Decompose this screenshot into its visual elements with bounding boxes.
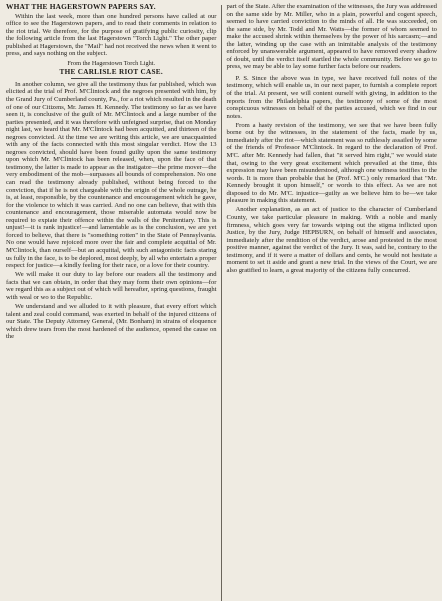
body-paragraph: part of the State. After the examination of the witnesses, the Jury was addressed on the same side by Mr. Miller, who in a plain, powerful and cogent speech, seemed to have carried conviction to the minds of all. He was succeeded, on the same side, by Mr. Todd and Mr. Watts—the former of whom seemed to make the accused shrink within themselves by the power of his sarcasm;—and the latter, winding up the case with an inimitable analysis of the testimony enforced by unanswerable argument, appeared to have removed every shadow of doubt, until the verdict itself startled the whole community. Before we go to press, we may be able to lay some further facts before our readers. — [226, 3, 437, 71]
heading-underline — [71, 78, 151, 79]
body-paragraph: In another column, we give all the testimony thus far published, which was elicited at the trial of Prof. M'Clintock and the negroes presented with him, by the Grand Jury of Cumberland county, Pa., for a riot which resulted in the death of one of our Citizens, Mr. James H. Kennedy. The testimony so far as we have seen it, is conclusive of the guilt of Mr. M'Clintock and a large number of the parties presented, and it was therefore with unfeigned surprise, that on Monday night last, we heard that Mr. M'Clintock had been acquitted, and thirteen of the negroes convicted. At the time we are writing this article, we are unacquainted with any of the facts connected with this most singular verdict. How the 13 negroes convicted, should have been found guilty upon the same testimony upon which Mr. M'Clintock has been released, when, upon the face of that testimony, the latter is made to appear as the instigator—the prime mover—the very embodiment of the mob—surpasses all bounds of comprehension. No one can read the testimony already published, without being forced to the conviction, that if he is not chargeable with the origin of the whole outrage, he is, at least, responsible, by the countenance and encouragement which he gave, for the violence to which it was carried. And no one can believe, that with this countenance and encouragement, those miserable automata would now be required to expiate their offence within the walls of the Penitentiary. This is unjust!—it is rank injustice!—and lamentable as is the conclusion, we are yet forced to believe, that there is "something rotten" in the State of Pennsylvania. No one would have rejoiced more over the fair and complete acquittal of Mr. M'Clintock, than ourself—but an acquittal, with such antagonistic facts staring us fully in the face, is to be deplored, most deeply, by all who entertain a proper respect for justice—a kindly feeling for their race, or a love for their country. — [6, 80, 217, 270]
right-column — [221, 3, 437, 600]
body-paragraph: We understand and we alluded to it with pleasure, that every effort which talent and zeal could command, was exerted in behalf of the injured citizens of our State. The Deputy Attorney General, (Mr. Bonham) in strains of eloquence which drew tears from the most hardened of the audience, opened the cause on the — [6, 302, 217, 341]
body-paragraph: We will make it our duty to lay before our readers all the testimony and facts that we can obtain, in order that they may form their own opinions—for we regard this as a subject out of which will hereafter, spring questions, fraught with weal or wo to the Republic. — [6, 271, 217, 301]
body-paragraph: From a hasty revision of the testimony, we see that we have been fully borne out by the witnesses, in the statement of the facts, made by us, immediately after the riot—which statement was so ruthlessly assailed by some of the friends of Professor M'Clintock. In regard to the declaration of Prof. M'C. after Mr. Kennedy had fallen, that "it served him right," we would state that, owing to the very great excitement which prevailed at the time, this expression may have been misunderstood, although one witness testifies to the words. It is more than probable that he (Prof. M'C.) only remarked that "Mr. Kennedy brought it upon himself," or words to this effect. As we are not disposed to do Mr. M'C. injustice—guilty as we believe him to be—we take pleasure in making this statement. — [226, 121, 437, 205]
postscript-paragraph: P. S. Since the above was in type, we have received full notes of the testimony, which will enable us, in our next paper, to furnish a complete report of the trial. At present, we will content ourself with giving, in addition to the reports from the Philadelphia papers, the testimony of some of the most conspicuous witnesses on behalf of the parties accused, which we find in our notes. — [226, 74, 437, 120]
article-heading: WHAT THE HAGERSTOWN PAPERS SAY. — [6, 3, 156, 11]
article-subheading: THE CARLISLE RIOT CASE. — [59, 68, 163, 77]
body-paragraph: Another explanation, as an act of justice to the character of Cumberland County, we take particular pleasure in making. With a noble and manly firmness, which goes very far towards wiping out the stigma inflicted upon Justice, by the Jury, Judge HEPBURN, on behalf of himself and associates, immediately after the rendition of the verdict, arose and protested in the most positive manner, against the verdict of the Jury. It was, said he, contrary to the testimony, and if it were a matter of dollars and cents, he would not hesitate a moment to set it aside and grant a new trial. In the views of the Court, we are also gratified to learn, a great majority of the citizens fully concurred. — [226, 206, 437, 274]
source-line: From the Hagerstown Torch Light. — [67, 59, 156, 67]
left-column — [6, 3, 221, 600]
intro-paragraph: Within the last week, more than one hundred persons have called at our office to see the Hagerstown papers, and to read their comments in relation to the riot trial. We therefore, for the purpose of gratifying public curiosity, clip the following article from the last Hagerstown "Torch Light." The other paper published at Hagerstown, the "Mail" had not received the news when it went to press, and says nothing on the subject. — [6, 12, 217, 58]
